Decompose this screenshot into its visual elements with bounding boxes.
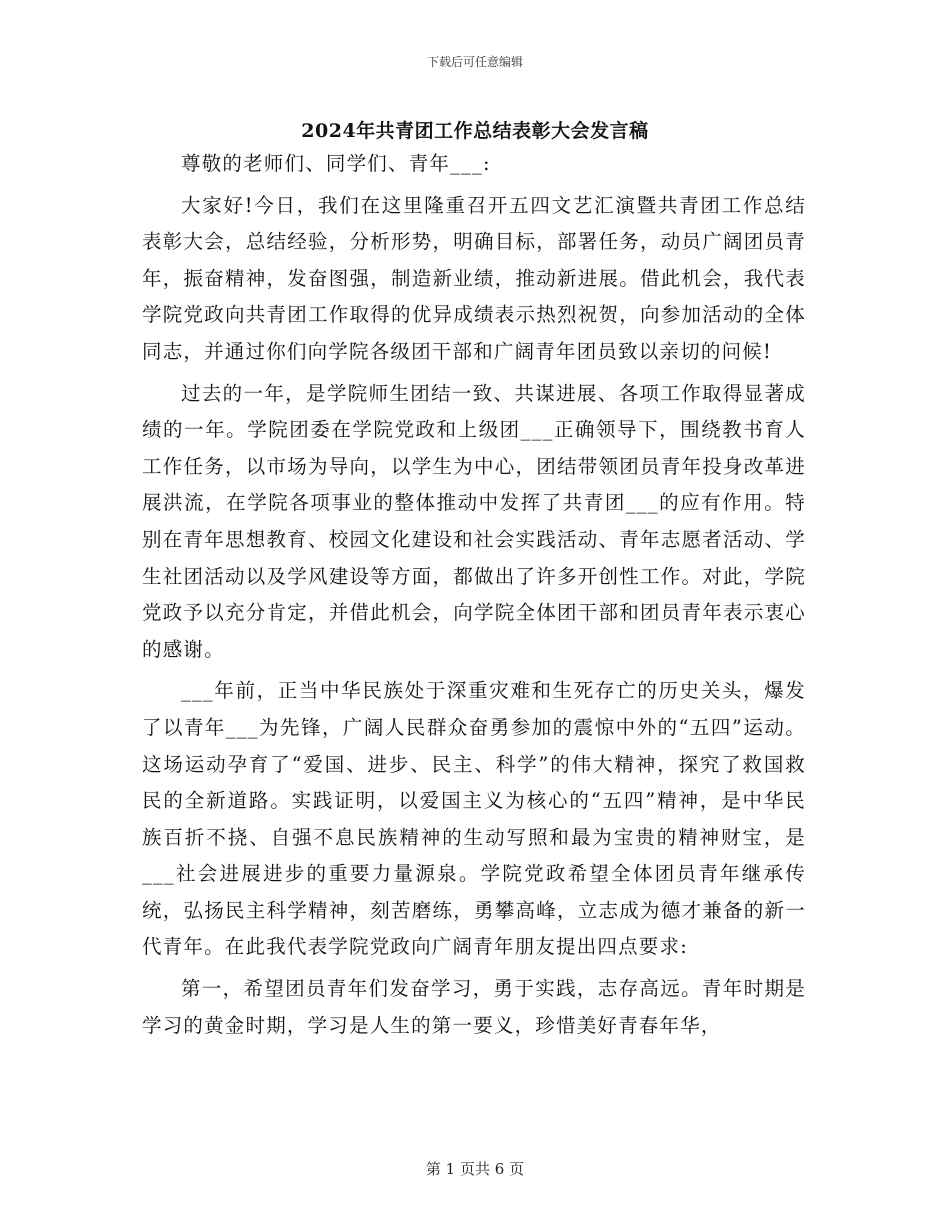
body-paragraph: ___年前，正当中华民族处于深重灾难和生死存亡的历史关头，爆发了以青年___为先锋，广阔人民群众奋勇参加的震惊中外的“五四”运动。这场运动孕育了“爱国、进步、民主、科学”的伟大精神，探究了救国救民的全新道路。实践证明，以爱国主义为核心的“五四”精神，是中华民族百折不挠、自强不息民族精神的生动写照和最为宝贵的精神财宝，是___社会进展进步的重要力量源泉。学院党政希望全体团员青年继承传统，弘扬民主科学精神，刻苦磨练，勇攀高峰，立志成为德才兼备的新一代青年。在此我代表学院党政向广阔青年朋友提出四点要求:: [142, 679, 806, 959]
document-body: [142, 146, 806, 1044]
page-number: 第 1 页共 6 页: [425, 1160, 525, 1178]
salutation-paragraph: 尊敬的老师们、同学们、青年___:: [181, 152, 491, 175]
body-paragraph: 过去的一年，是学院师生团结一致、共谋进展、各项工作取得显著成绩的一年。学院团委在学院党政和上级团___正确领导下，围绕教书育人工作任务，以市场为导向，以学生为中心，团结带领团员青年投身改革进展洪流，在学院各项事业的整体推动中发挥了共青团___的应有作用。特别在青年思想教育、校园文化建设和社会实践活动、青年志愿者活动、学生社团活动以及学风建设等方面，都做出了许多开创性工作。对此，学院党政予以充分肯定，并借此机会，向学院全体团干部和团员青年表示衷心的感谢。: [142, 381, 806, 661]
body-paragraph: 第一，希望团员青年们发奋学习，勇于实践，志存高远。青年时期是学习的黄金时期，学习是人生的第一要义，珍惜美好青春年华，: [142, 977, 806, 1037]
body-paragraph: 大家好!今日，我们在这里隆重召开五四文艺汇演暨共青团工作总结表彰大会，总结经验，分析形势，明确目标，部署任务，动员广阔团员青年，振奋精神，发奋图强，制造新业绩，推动新进展。借此机会，我代表学院党政向共青团工作取得的优异成绩表示热烈祝贺，向参加活动的全体同志，并通过你们向学院各级团干部和广阔青年团员致以亲切的问候!: [142, 193, 806, 363]
document-title: 2024年共青团工作总结表彰大会发言稿: [301, 120, 649, 142]
download-note: 下载后可任意编辑: [426, 55, 523, 69]
